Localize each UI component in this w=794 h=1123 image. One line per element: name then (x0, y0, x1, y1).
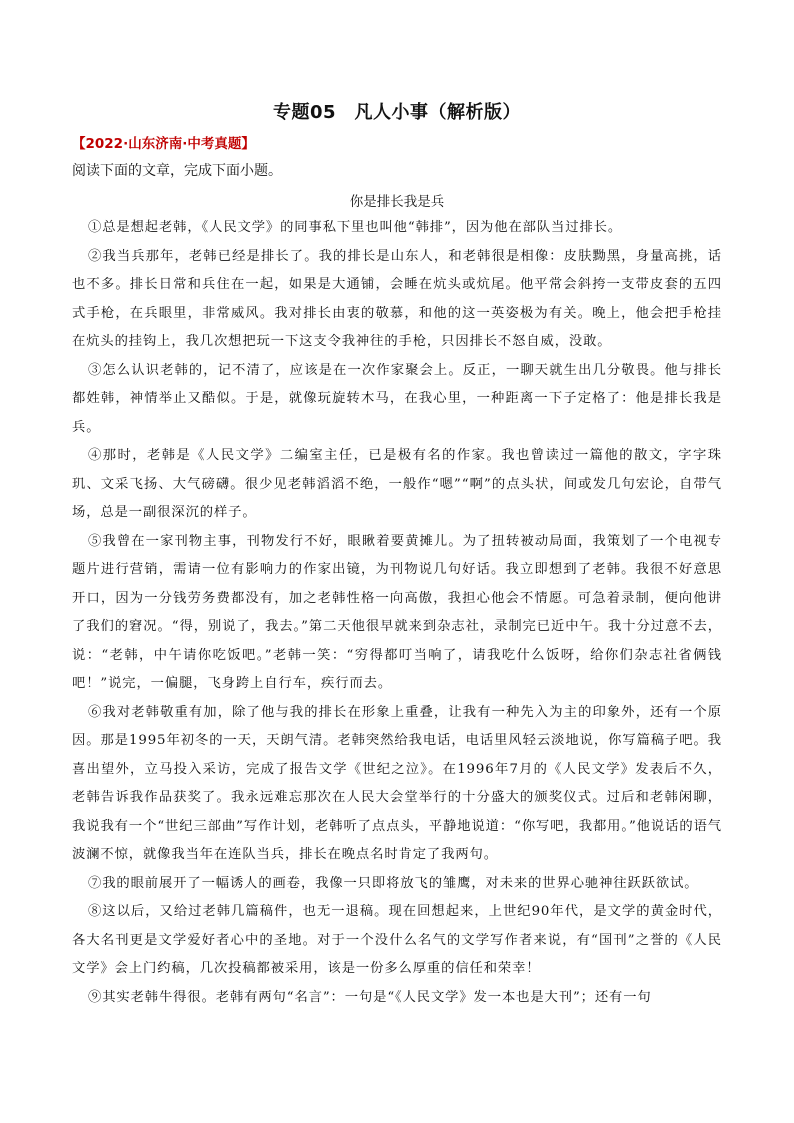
paragraph-4: ④那时，老韩是《人民文学》二编室主任，已是极有名的作家。我也曾读过一篇他的散文，字字珠玑、文采飞扬、大气磅礴。很少见老韩滔滔不绝，一般作“嗯”“啊”的点头状，间或发几句宏论，自带气场，总是一副很深沉的样子。 (72, 448, 722, 520)
paragraph-6: ⑥我对老韩敬重有加，除了他与我的排长在形象上重叠，让我有一种先入为主的印象外，还有一个原因。那是1995年初冬的一天，天朗气清。老韩突然给我电话，电话里风轻云淡地说，你写篇稿子吧。我喜出望外，立马投入采访，完成了报告文学《世纪之泣》。在1996年7月的《人民文学》发表后不久，老韩告诉我作品获奖了。我永远难忘那次在人民大会堂举行的十分盛大的颁奖仪式。过后和老韩闲聊，我说我有一个“世纪三部曲”写作计划，老韩听了点点头，平静地说道：“你写吧，我都用。”他说话的语气波澜不惊，就像我当年在连队当兵，排长在晚点名时肯定了我两句。 (72, 704, 722, 862)
paragraph-7: ⑦我的眼前展开了一幅诱人的画卷，我像一只即将放飞的雏鹰，对未来的世界心驰神往跃跃欲试。 (88, 875, 699, 891)
paragraph-5: ⑤我曾在一家刊物主事，刊物发行不好，眼瞅着要黄摊儿。为了扭转被动局面，我策划了一个电视专题片进行营销，需请一位有影响力的作家出镜，为刊物说几句好话。我立即想到了老韩。我很不好意思开口，因为一分钱劳务费都没有，加之老韩性格一向高傲，我担心他会不情愿。可急着录制，便向他讲了我们的窘况。“得，别说了，我去。”第二天他很早就来到杂志社，录制完已近中午。我十分过意不去，说：“老韩，中午请你吃饭吧。”老韩一笑：“穷得都叮当响了，请我吃什么饭呀，给你们杂志社省俩钱吧！”说完，一偏腿，飞身跨上自行车，疾行而去。 (72, 533, 722, 691)
paragraph-8: ⑧这以后，又给过老韩几篇稿件，也无一退稿。现在回想起来，上世纪90年代，是文学的黄金时代，各大名刊更是文学爱好者心中的圣地。对于一个没什么名气的文学写作者来说，有“国刊”之誉的《人民文学》会上门约稿，几次投稿都被采用，该是一份多么厚重的信任和荣幸！ (72, 904, 722, 976)
paragraph-1: ①总是想起老韩，《人民文学》的同事私下里也叫他“韩排”，因为他在部队当过排长。 (88, 220, 623, 235)
source-tag: 【2022·山东济南·中考真题】 (72, 136, 255, 152)
paragraph-2: ②我当兵那年，老韩已经是排长了。我的排长是山东人，和老韩很是相像：皮肤黝黑，身量高挑，话也不多。排长日常和兵住在一起，如果是大通铺，会睡在炕头或炕尾。他平常会斜挎一支带皮套的五四式手枪，在兵眼里，非常威风。我对排长由衷的敬慕，和他的这一英姿极为有关。晚上，他会把手枪挂在炕头的挂钩上，我几次想把玩一下这支令我神往的手枪，只因排长不怒自威，没敢。 (72, 248, 722, 349)
reading-instruction: 阅读下面的文章，完成下面小题。 (72, 163, 282, 179)
article-body (72, 214, 722, 1012)
paragraph-9: ⑨其实老韩牛得很。老韩有两句“名言”：一句是“《人民文学》发一本也是大刊”；还有一句 (88, 989, 652, 1005)
article-title: 你是排长我是兵 (349, 194, 445, 210)
paragraph-3: ③怎么认识老韩的，记不清了，应该是在一次作家聚会上。反正，一聊天就生出几分敬畏。他与排长都姓韩，神情举止又酷似。于是，就像玩旋转木马，在我心里，一种距离一下子定格了：他是排长我是兵。 (72, 362, 722, 435)
document-title: 专题05 凡人小事（解析版） (272, 102, 522, 123)
